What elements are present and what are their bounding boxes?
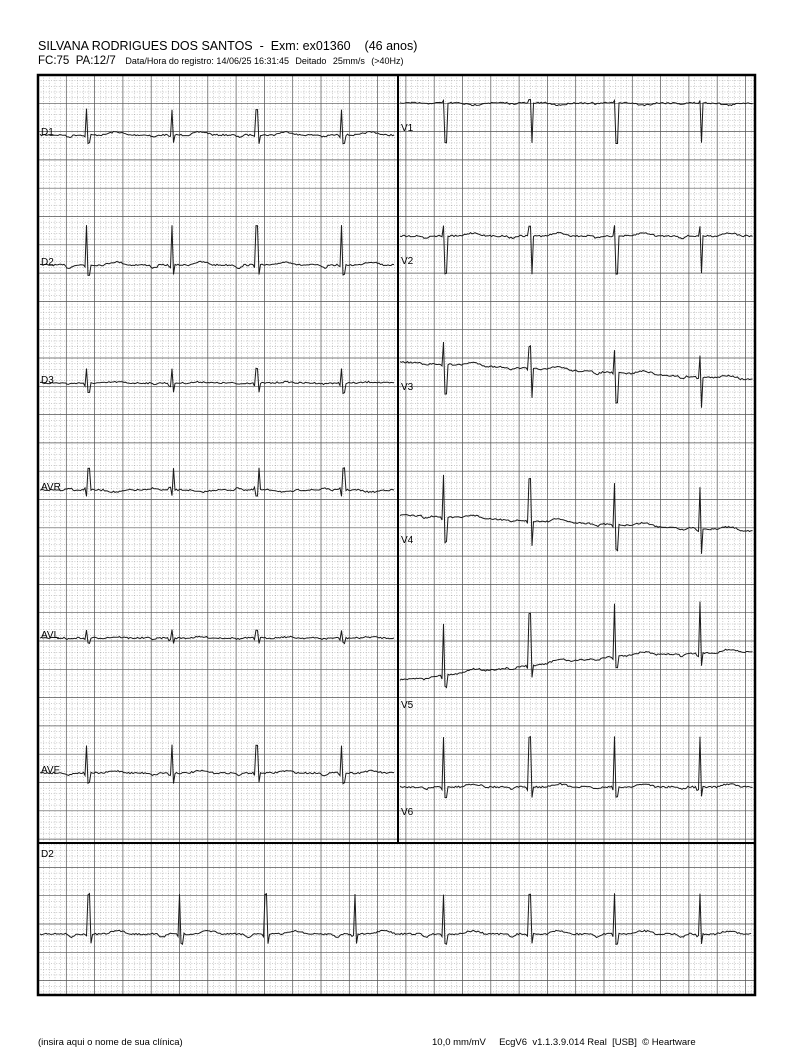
grid-minor: [38, 75, 755, 995]
software-version: EcgV6 v1.1.3.9.014 Real [USB] © Heartware: [499, 1037, 696, 1048]
record-datetime: Data/Hora do registro: 14/06/25 16:31:45: [125, 56, 289, 66]
lead-label-v6: V6: [401, 807, 414, 818]
trace-avf: [40, 745, 394, 784]
trace-v4: [400, 475, 753, 554]
trace-v2: [400, 225, 753, 274]
lead-label-v5: V5: [401, 700, 414, 711]
footer-info: [432, 1037, 696, 1048]
trace-d1: [40, 109, 394, 144]
heart-rate: FC:75: [38, 55, 70, 67]
lead-label-d2: D2: [41, 257, 54, 268]
exam-id: Exm: ex01360: [270, 39, 351, 53]
lead-label-d3: D3: [41, 375, 54, 386]
gain-setting: 10,0 mm/mV: [432, 1037, 486, 1048]
trace-avr: [40, 468, 394, 497]
trace-v1: [400, 100, 753, 144]
trace-avl: [40, 630, 394, 644]
patient-age: (46 anos): [364, 39, 418, 53]
paper-speed: 25mm/s: [332, 56, 365, 66]
lead-label-avr: AVR: [41, 482, 61, 493]
patient-position: Deitado: [295, 56, 327, 66]
patient-name: SILVANA RODRIGUES DOS SANTOS: [38, 39, 253, 53]
trace-rhythm: [40, 893, 751, 944]
clinic-name-placeholder: (insira aqui o nome de sua clínica): [38, 1037, 183, 1048]
lead-label-avf: AVF: [41, 765, 60, 776]
header-separator: -: [259, 39, 264, 53]
lead-label-v3: V3: [401, 382, 414, 393]
lead-label-rhythm: D2: [41, 849, 54, 860]
lead-label-v4: V4: [401, 535, 414, 546]
lead-label-v1: V1: [401, 123, 414, 134]
lead-label-avl: AVL: [41, 630, 60, 641]
filter-setting: (>40Hz): [371, 56, 404, 66]
lead-label-v2: V2: [401, 256, 414, 267]
lead-label-d1: D1: [41, 127, 54, 138]
trace-d3: [40, 368, 394, 393]
trace-v5: [400, 602, 753, 688]
blood-pressure: PA:12/7: [75, 55, 116, 67]
